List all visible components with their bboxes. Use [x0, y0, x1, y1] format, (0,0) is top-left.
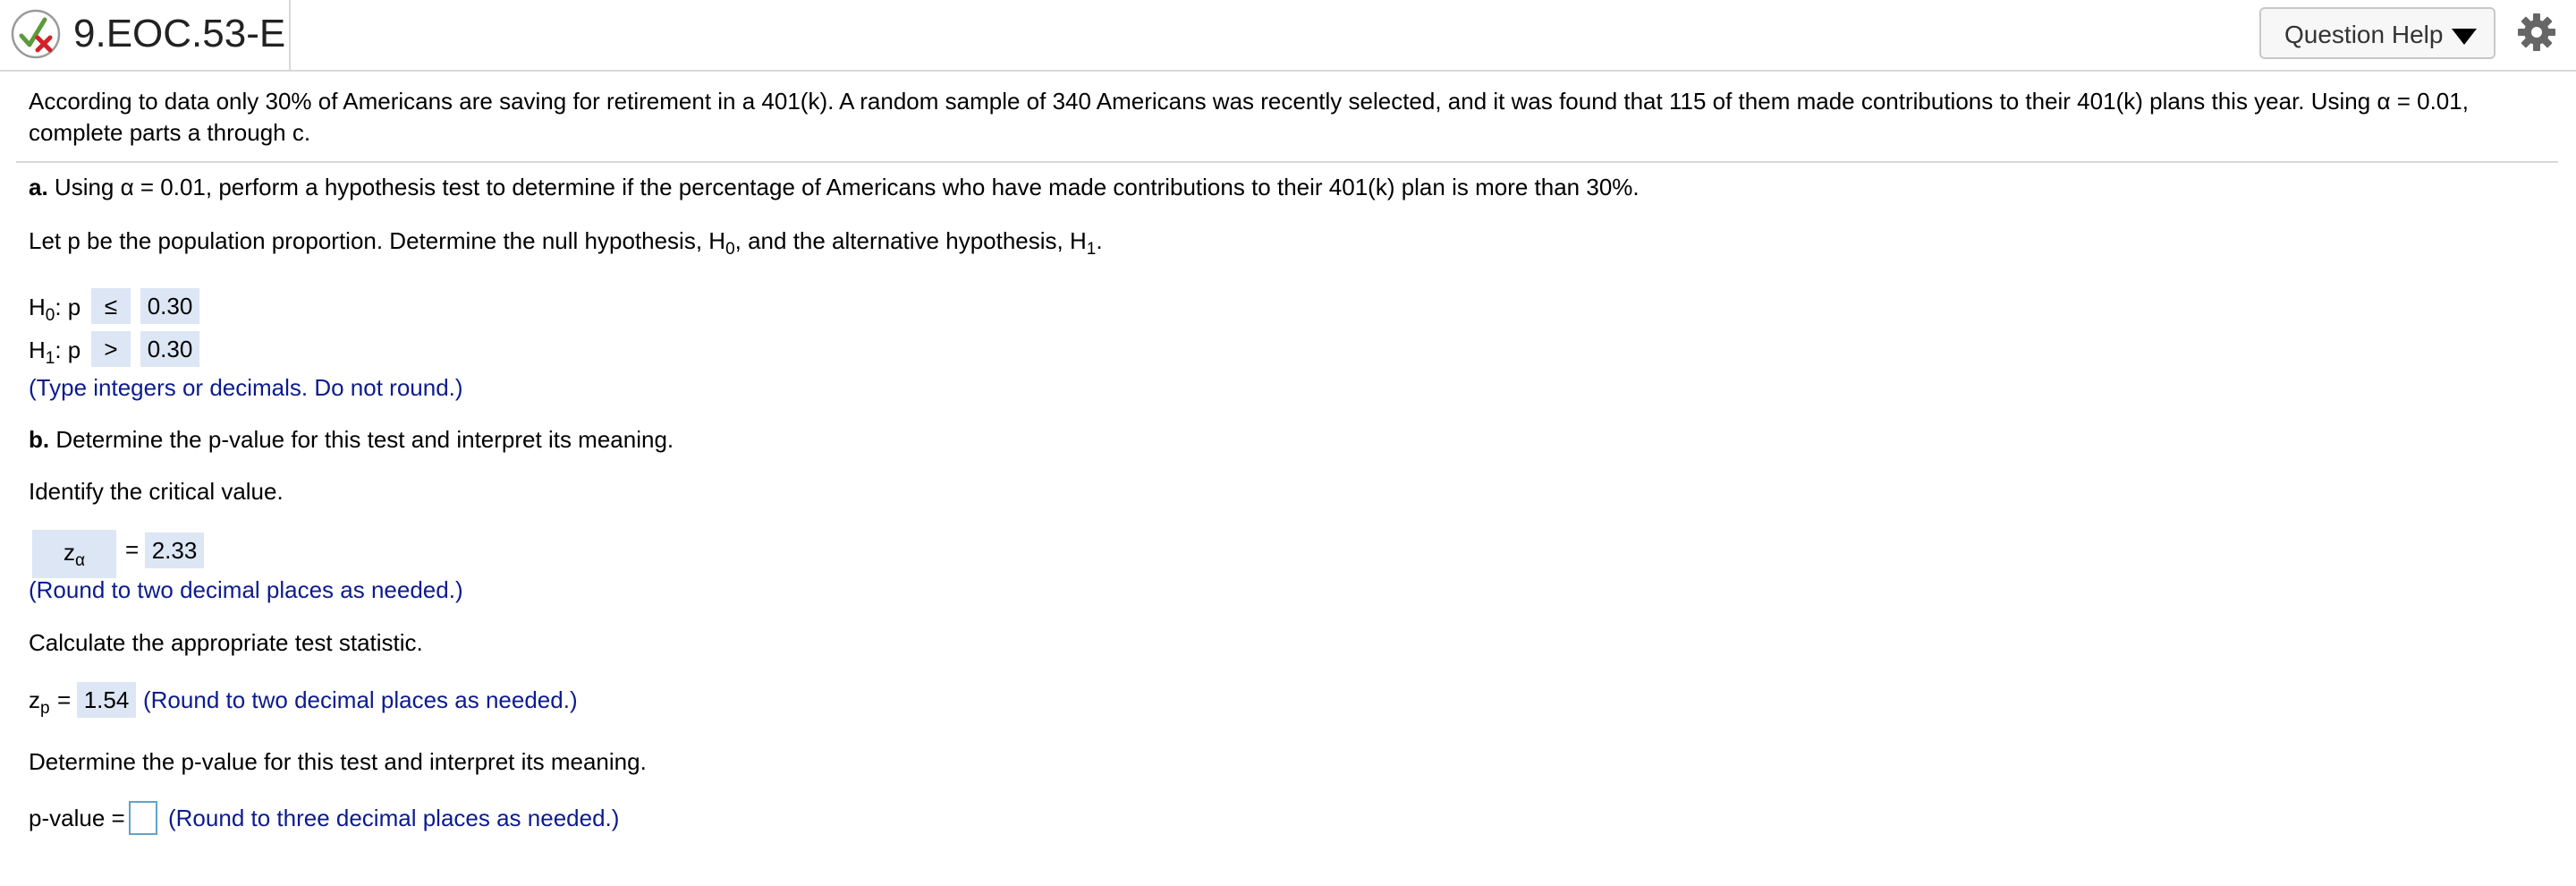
top-bar	[0, 0, 2576, 72]
p-value-hint: (Round to three decimal places as needed.)	[168, 805, 620, 831]
title-divider	[289, 0, 291, 70]
z-p-symbol: z	[29, 686, 40, 713]
p-value-label: p-value =	[29, 805, 125, 831]
h1-p: : p	[55, 337, 81, 363]
z-alpha-sub: α	[75, 551, 85, 570]
part-a-text	[29, 173, 1640, 201]
h0-subscript: 0	[725, 240, 735, 259]
z-alpha-equals: =	[125, 536, 140, 563]
h1-var: H	[29, 337, 46, 363]
z-p-label	[29, 686, 50, 718]
h1-value-box[interactable]: 0.30	[140, 331, 199, 367]
gear-icon[interactable]	[2517, 13, 2556, 52]
z-alpha-symbol: z	[64, 539, 75, 566]
p-value-input[interactable]	[129, 801, 157, 835]
h0-value-box[interactable]: 0.30	[140, 288, 199, 324]
z-p-value-box[interactable]: 1.54	[77, 682, 136, 718]
h0-operator-box[interactable]: ≤	[91, 288, 131, 324]
instruction-text-1: Let p be the population proportion. Determine the null hypothesis, H	[29, 227, 726, 254]
p-value-prompt: Determine the p-value for this test and interpret its meaning.	[29, 748, 647, 775]
h0-sub: 0	[45, 306, 55, 325]
part-b-question: Determine the p-value for this test and interpret its meaning.	[55, 426, 674, 453]
h1-sub: 1	[45, 349, 55, 368]
question-help-label: Question Help	[2284, 21, 2444, 48]
h1-operator-box[interactable]: >	[91, 331, 131, 367]
check-x-status-icon	[11, 9, 61, 59]
part-a-question: Using α = 0.01, perform a hypothesis test to determine if the percentage of Americans who have made contributions to their 401(k) plan is more than 30%.	[54, 174, 1640, 200]
hypothesis-instruction	[29, 226, 1103, 259]
z-alpha-label-box	[32, 530, 116, 578]
h1-subscript: 1	[1086, 240, 1097, 259]
h1-label	[29, 336, 81, 368]
critical-value-prompt: Identify the critical value.	[29, 478, 284, 505]
h0-label	[29, 293, 81, 325]
part-a-label: a.	[29, 174, 48, 200]
part-a-hint: (Type integers or decimals. Do not round.)	[29, 374, 463, 401]
z-p-hint: (Round to two decimal places as needed.)	[143, 686, 578, 713]
problem-statement: According to data only 30% of Americans are saving for retirement in a 401(k). A random sample of 340 Americans was recently selected, and it was found that 115 of them made contributions to their 401(k) plans this year. Using α = 0.01, complete parts a through c.	[29, 88, 2469, 146]
z-alpha-value-box[interactable]: 2.33	[145, 532, 204, 568]
question-help-button[interactable]	[2259, 7, 2496, 59]
h0-var: H	[29, 294, 46, 320]
caret-down-icon	[2452, 29, 2477, 45]
section-divider	[16, 161, 2558, 163]
round-two-hint: (Round to two decimal places as needed.)	[29, 576, 463, 603]
test-statistic-prompt: Calculate the appropriate test statistic.	[29, 629, 423, 656]
instruction-text-3: .	[1096, 227, 1103, 254]
problem-title: 9.EOC.53-E	[73, 12, 286, 55]
z-p-equals: =	[57, 686, 72, 713]
part-b-text	[29, 425, 674, 454]
part-b-label: b.	[29, 426, 50, 453]
z-p-sub: p	[40, 699, 50, 718]
instruction-text-2: , and the alternative hypothesis, H	[734, 227, 1087, 254]
h0-p: : p	[55, 294, 81, 320]
